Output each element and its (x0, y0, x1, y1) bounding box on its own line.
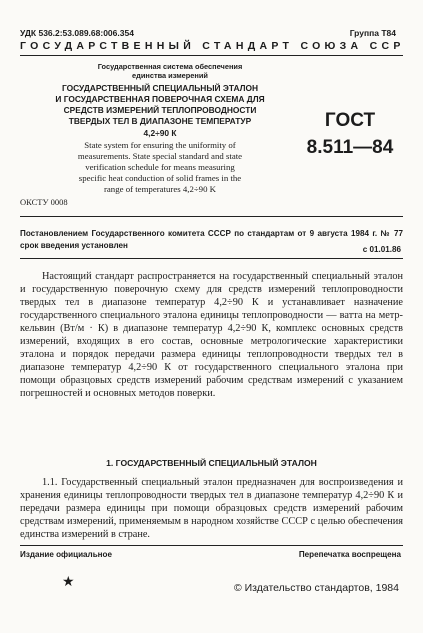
gost-code: 8.511—84 (306, 137, 394, 158)
okstu-code: ОКСТУ 0008 (20, 197, 68, 207)
star-icon: ★ (62, 575, 75, 590)
decree-rule (20, 258, 403, 259)
intro-paragraph: Настоящий стандарт распространяется на государственный специальный эталон и государственную поверочную схему для средств измерений теплопроводности твердых тел в диапазоне температур 4,2÷90 К и устанавливает назначение государственного специального эталона единицы теплопроводности — ватта на метр-кельвин (Вт/м · К) в диапазоне температур 4,2÷90 К, комплекс основных средств измерений, входящих в его состав, основные метрологические характеристики эталона и порядок передачи размера единицы теплопроводности твердых тел в диапазоне температур 4,2÷90 К от государственного специального эталона при помощи образцовых средств измерений рабочим средствам измерений с указанием погрешностей и основных методов поверки. (20, 271, 403, 399)
gost-number (300, 107, 400, 161)
title-en-line-1: State system for ensuring the uniformity of (84, 140, 236, 150)
decree-text: Постановлением Государственного комитета СССР по стандартам от 9 августа 1984 г. № 77 срок введения установлен (20, 229, 403, 250)
section-heading: 1. ГОСУДАРСТВЕННЫЙ СПЕЦИАЛЬНЫЙ ЭТАЛОН (106, 458, 317, 468)
udk-code: УДК 536.2:53.089.68:006.354 (20, 28, 134, 38)
footer-rule (20, 545, 403, 546)
section-paragraph: 1.1. Государственный специальный эталон предназначен для воспроизведения и хранения единицы теплопроводности твердых тел в диапазоне температур 4,2÷90 К и передачи размера единицы при помощи образцовых средств измерений рабочим средствам измерений, применяемым в народном хозяйстве СССР с целью обеспечения единства измерений в стране. (20, 477, 403, 540)
title-en-line-5: range of temperatures 4,2÷90 K (103, 184, 217, 194)
title-ru-line-2: И ГОСУДАРСТВЕННАЯ ПОВЕРОЧНАЯ СХЕМА ДЛЯ (55, 94, 265, 104)
title-en-line-2: measurements. State special standard and state (77, 151, 243, 161)
official-edition: Издание официальное (20, 550, 112, 559)
okstu-rule (20, 216, 403, 217)
reprint-prohibited: Перепечатка воспрещена (298, 550, 401, 559)
standard-title: ГОСУДАРСТВЕННЫЙ СТАНДАРТ СОЮЗА ССР (20, 40, 405, 52)
title-ru-line-1: ГОСУДАРСТВЕННЫЙ СПЕЦИАЛЬНЫЙ ЭТАЛОН (61, 83, 259, 93)
gost-label: ГОСТ (324, 110, 376, 131)
subsystem-line-1: Государственная система обеспечения (97, 62, 243, 71)
header-rule (20, 55, 403, 56)
intro-paragraph-block (20, 270, 403, 400)
title-ru-line-5: 4,2÷90 К (143, 128, 177, 138)
title-en-line-4: specific heat conduction of solid frames in the (78, 173, 242, 183)
effective-date: с 01.01.86 (362, 245, 401, 254)
title-ru-line-3: СРЕДСТВ ИЗМЕРЕНИЙ ТЕПЛОПРОВОДНОСТИ (63, 105, 257, 115)
section-paragraph-block (20, 476, 403, 541)
group-code: Группа Т84 (349, 28, 396, 38)
title-en-line-3: verification schedule for means measuring (85, 162, 235, 172)
subsystem-line-2: единства измерений (132, 71, 208, 80)
title-ru-line-4: ТВЕРДЫХ ТЕЛ В ДИАПАЗОНЕ ТЕМПЕРАТУР (68, 116, 252, 126)
publisher-copyright: © Издательство стандартов, 1984 (233, 582, 399, 594)
